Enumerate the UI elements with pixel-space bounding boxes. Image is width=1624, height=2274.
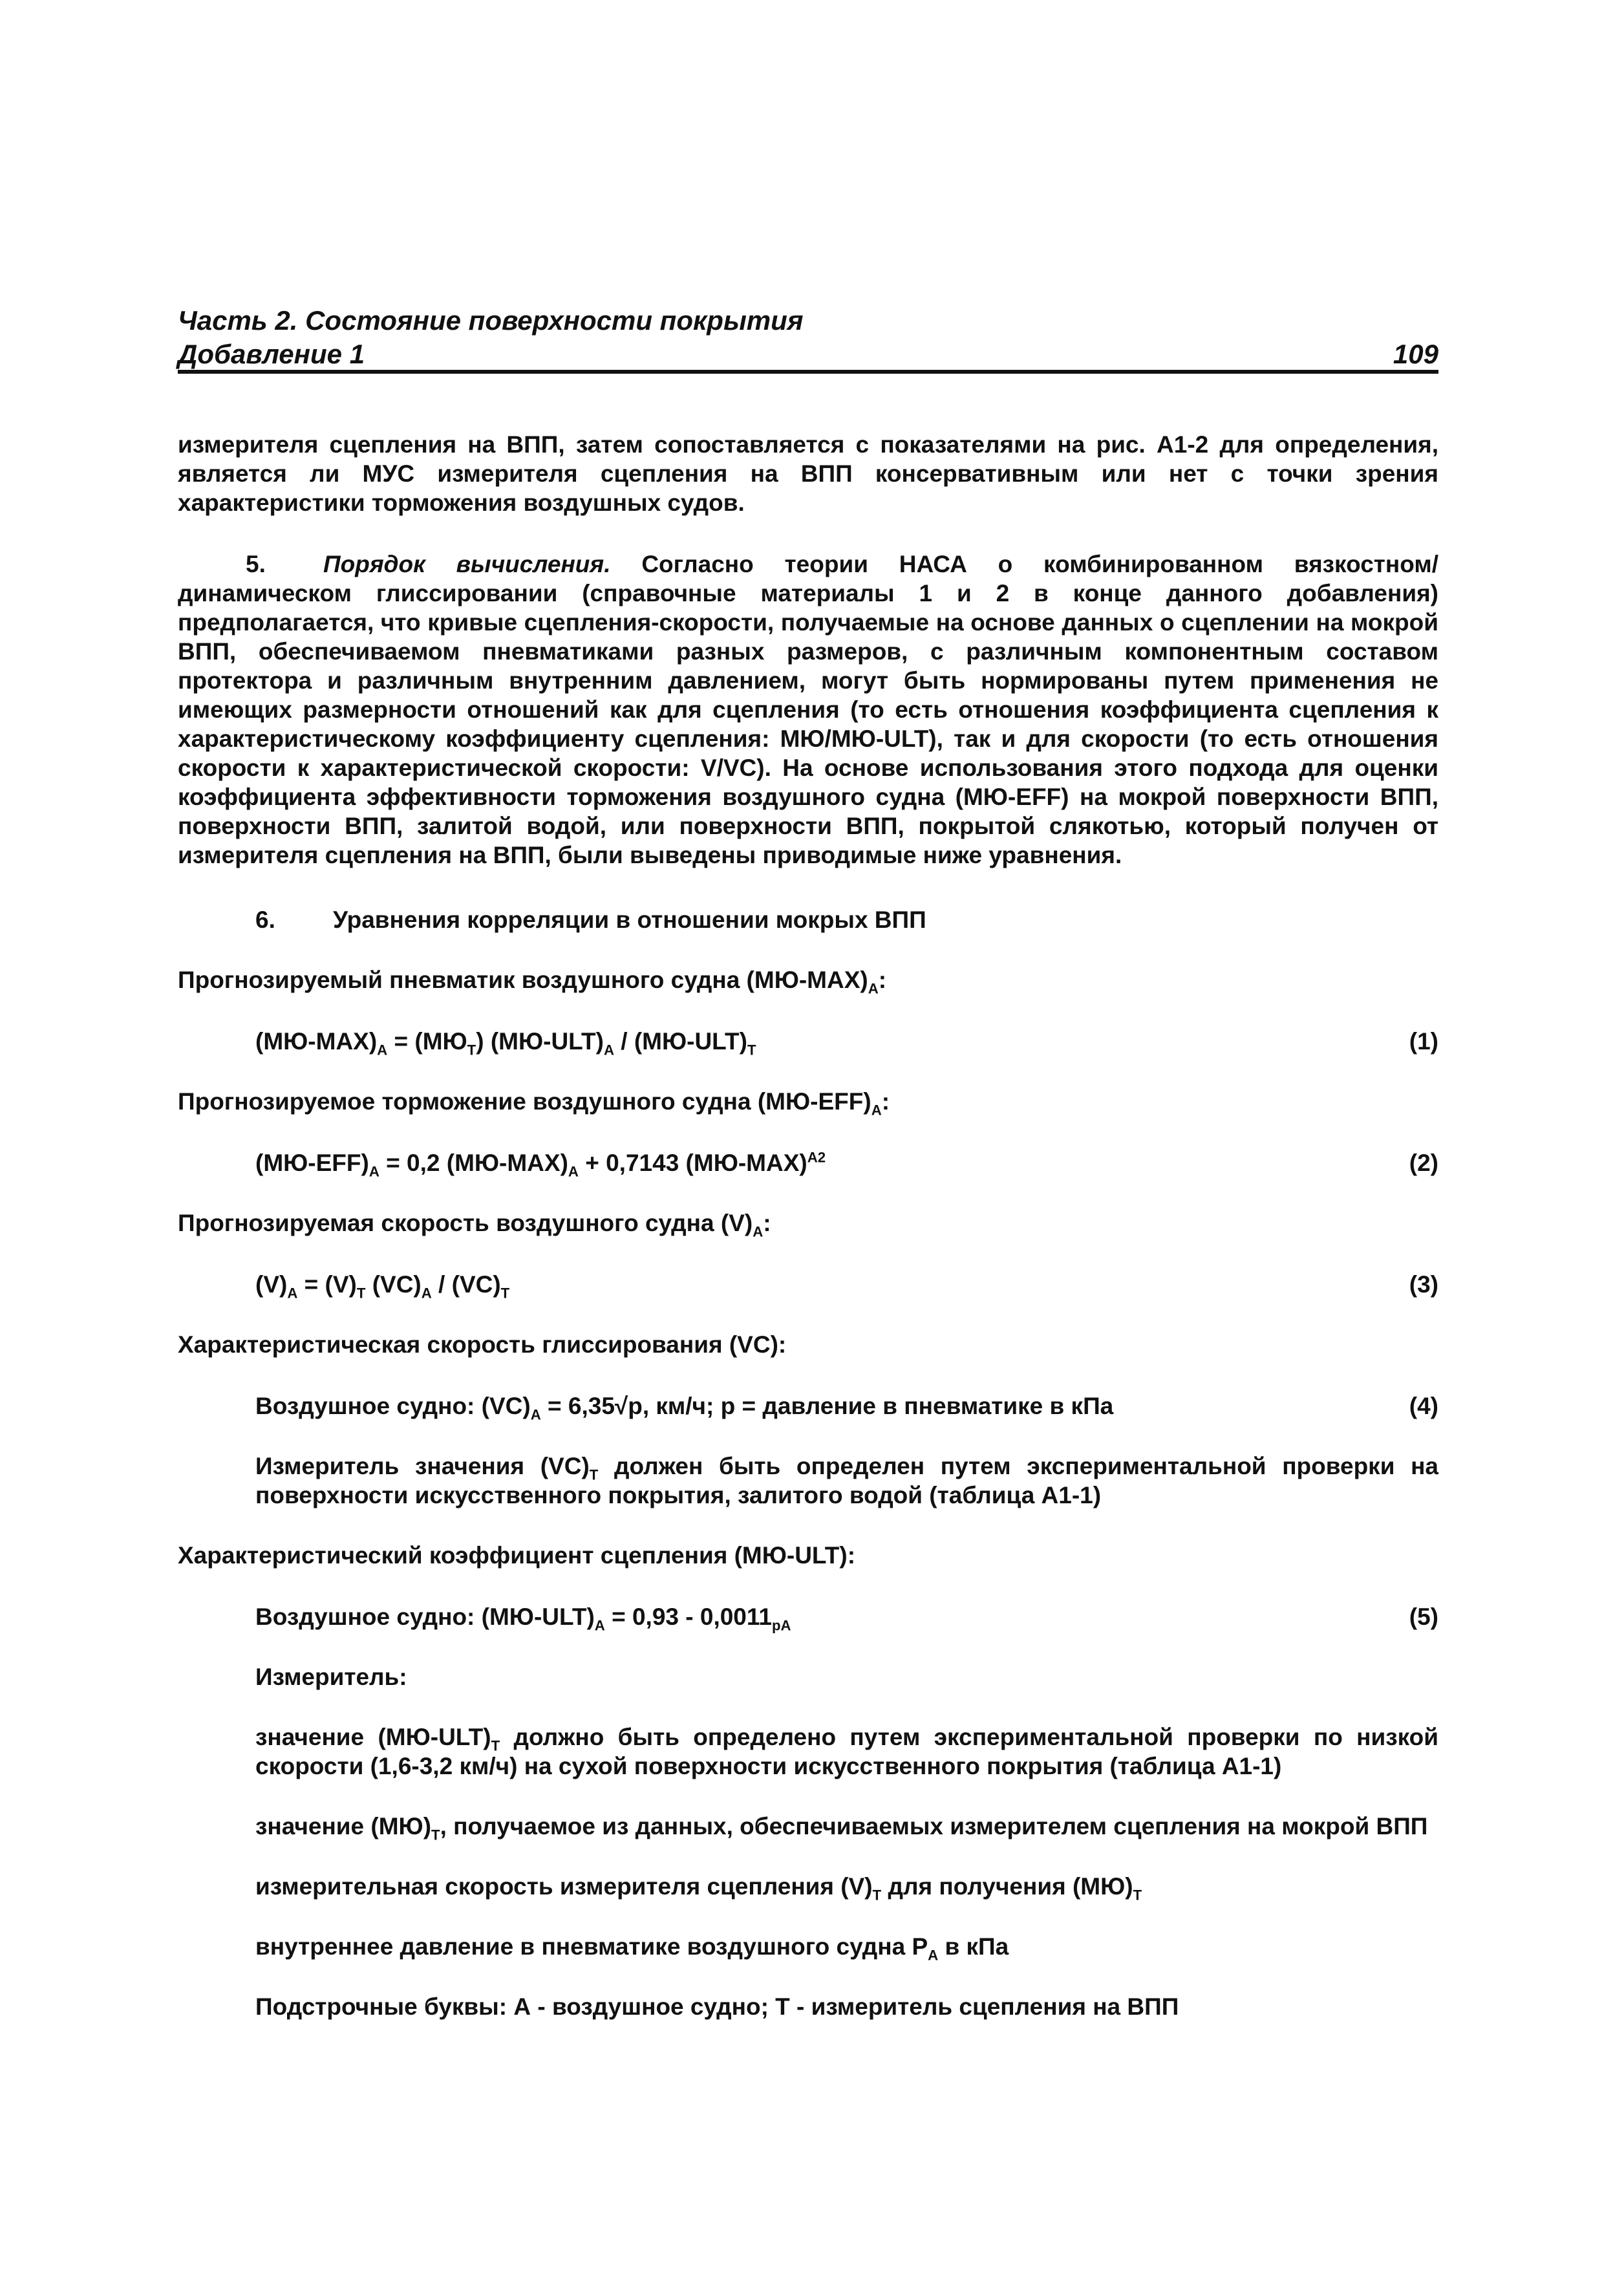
page-body: [178, 430, 1438, 2021]
equation-3-number: (3): [1409, 1271, 1438, 1298]
eq4-meter-note: Измеритель значения $(VC)_T$ должен быть определен путем экспериментальной проверки на поверхности искусственного покрытия, залитого водой (таблица А1-1): [255, 1453, 1439, 1508]
equation-5-number: (5): [1409, 1604, 1438, 1630]
equation-2-number: (2): [1409, 1150, 1438, 1176]
intro-paragraph: измерителя сцепления на ВПП, затем сопоставляется с показателями на рис. А1-2 для определения, является ли МУС измерителя сцепления на ВПП консервативным или нет с точки зрения характеристики торможения воздушных судов.: [178, 431, 1438, 516]
section-5-paragraph: [178, 550, 1438, 870]
eq5-item-2: значение $(МЮ)_T$, получаемое из данных, обеспечиваемых измерителем сцепления на мокрой ВПП: [255, 1813, 1428, 1843]
eq2-label: Прогнозируемое торможение воздушного судна $(МЮ-EFF)_A$:: [178, 1088, 890, 1119]
section-6-number: 6.: [255, 906, 275, 933]
equation-1: $(МЮ-МАХ)_A = (МЮ_T)$ $(МЮ-ULT)_A / (МЮ-ULT)_T$ (1): [255, 1028, 1438, 1058]
eq1-label: Прогнозируемый пневматик воздушного судна $(МЮ-МАХ)_A$:: [178, 967, 887, 997]
subscript-legend: Подстрочные буквы: А - воздушное судно; Т - измеритель сцепления на ВПП: [255, 1993, 1179, 2020]
equation-4-number: (4): [1409, 1393, 1438, 1419]
equation-3: $(V)_A = (V)_T$ $(VC)_A / (VC)_T$ (3): [255, 1271, 1438, 1302]
eq3-label: Прогнозируемая скорость воздушного судна $(V)_A$:: [178, 1210, 771, 1240]
section-5-text: Согласно теории НАСА о комбинированном вязкостном/ динамическом глиссировании (справочные материалы 1 и 2 в конце данного добавления) предполагается, что кривые сцепления-скорости, получаемые на основе данных о сцеплении на мокрой ВПП, обеспечиваемом пневматиками разных размеров, с различным компонентным составом протектора и различным внутренним давлением, могут быть нормированы путем применения не имеющих размерности отношений как для сцепления (то есть отношения коэффициента сцепления к характеристическому коэффициенту сцепления: МЮ/МЮ-ULT), так и для скорости (то есть отношения скорости к характеристической скорости: V/VC). На основе использования этого подхода для оценки коэффициента эффективности торможения воздушного судна (МЮ-EFF) на мокрой поверхности ВПП, поверхности ВПП, залитой водой, или поверхности ВПП, покрытой слякотью, который получен от измерителя сцепления на ВПП, были выведены приводимые ниже уравнения.: [178, 551, 1439, 868]
eq5-item-1: значение $(МЮ-ULT)_T$ должно быть определено путем экспериментальной проверки по низкой скорости (1,6-3,2 км/ч) на сухой поверхности искусственного покрытия (таблица А1-1): [255, 1724, 1438, 1779]
header-rule: [178, 370, 1438, 374]
equation-2: $(МЮ-EFF)_A = 0,2$ $(МЮ-МАХ)_A + 0,7143$ $(МЮ-МАХ)^{A2}$ (2): [255, 1149, 1438, 1180]
section-6-heading: [178, 905, 1438, 934]
header-part-title: Часть 2. Состояние поверхности покрытия: [178, 305, 804, 336]
eq5-item-4: внутреннее давление в пневматике воздушного судна $P_A$ в кПа: [255, 1933, 1009, 1964]
running-header: [178, 304, 1438, 371]
equation-1-number: (1): [1409, 1028, 1438, 1055]
equation-5: Воздушное судно: $(МЮ-ULT)_A = 0,93 - 0,0011_{pA}$ (5): [255, 1604, 1438, 1634]
equation-4: Воздушное судно: $(VC)_A = 6,35√p$, км/ч; p = давление в пневматике в кПа (4): [255, 1393, 1438, 1423]
eq5-label: Характеристический коэффициент сцепления (МЮ-ULT):: [178, 1542, 856, 1569]
eq5-item-3: измерительная скорость измерителя сцепления $(V)_T$ для получения $(МЮ)_T$: [255, 1873, 1142, 1904]
eq4-label: Характеристическая скорость глиссирования (VC):: [178, 1331, 787, 1358]
section-5-number: 5.: [246, 551, 266, 577]
header-appendix-title: Добавление 1: [178, 339, 365, 369]
eq5-meter-label: Измеритель:: [255, 1664, 407, 1690]
page-number: 109: [1393, 339, 1438, 369]
section-6-title: Уравнения корреляции в отношении мокрых ВПП: [333, 906, 926, 933]
section-5-title: Порядок вычисления.: [323, 551, 611, 577]
